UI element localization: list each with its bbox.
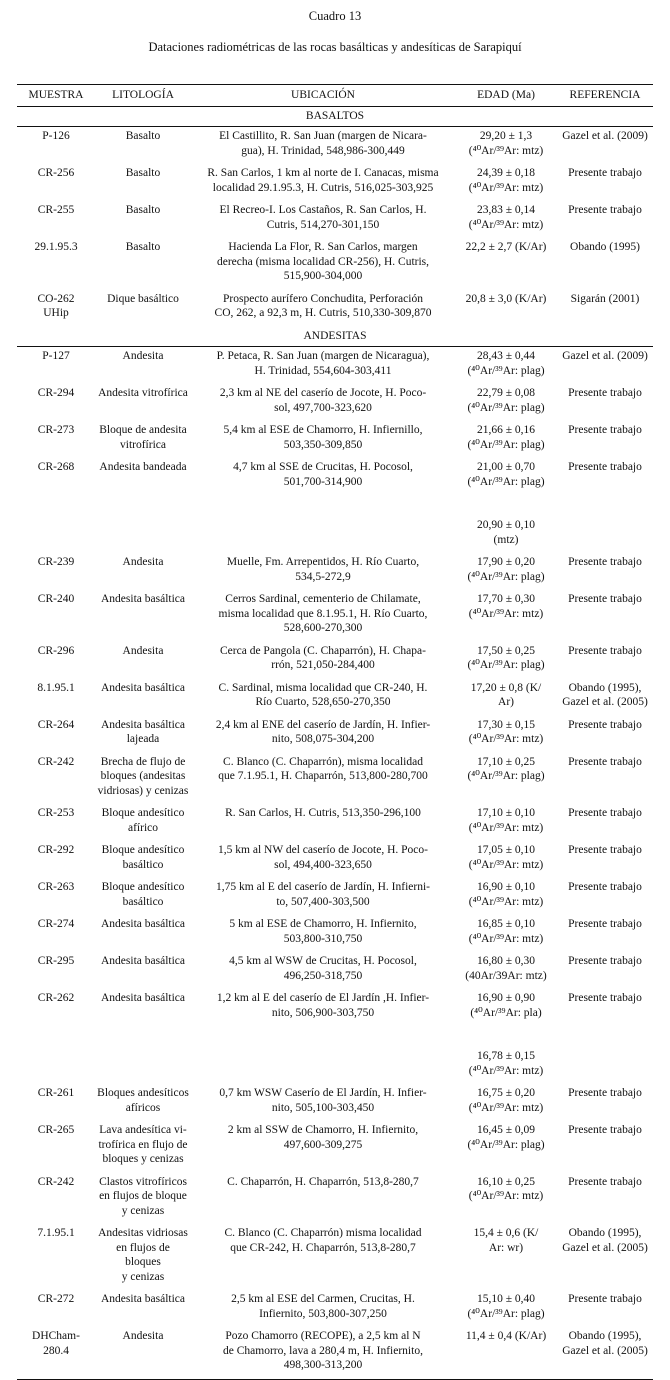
cell-muestra: 7.1.95.1 — [37, 1227, 75, 1239]
cell-edad: 17,10 ± 0,10 (⁴⁰Ar/³⁹Ar: mtz) — [468, 807, 544, 834]
cell-referencia: Presente trabajo — [568, 461, 642, 473]
cell-referencia: Obando (1995), Gazel et al. (2005) — [557, 1327, 653, 1379]
cell-referencia: Presente trabajo — [568, 424, 642, 436]
cell-referencia: Presente trabajo — [568, 593, 642, 605]
cell-ubicacion: 5 km al ESE de Chamorro, H. Infiernito, 503,800-310,750 — [229, 918, 417, 945]
cell-referencia: Presente trabajo — [568, 556, 642, 568]
cell-muestra: CR-256 — [37, 167, 75, 179]
cell-referencia: Presente trabajo — [568, 387, 642, 399]
cell-litologia: Bloques andesíticos afíricos — [97, 1087, 189, 1114]
cell-muestra: DHCham- 280.4 — [17, 1327, 95, 1379]
cell-litologia: Andesita — [122, 350, 164, 362]
cell-ubicacion: 2,5 km al ESE del Carmen, Crucitas, H. Infiernito, 503,800-307,250 — [231, 1293, 415, 1320]
cell-edad: 21,00 ± 0,70 (⁴⁰Ar/³⁹Ar: plag) 20,90 ± 0,10 (mtz) — [467, 461, 545, 546]
cell-ubicacion: 2,4 km al ENE del caserío de Jardín, H. Infier- nito, 508,075-304,200 — [215, 718, 431, 745]
cell-referencia: Presente trabajo — [568, 955, 642, 967]
cell-edad: 22,79 ± 0,08 (⁴⁰Ar/³⁹Ar: plag) — [467, 387, 545, 414]
dating-table — [17, 84, 653, 1380]
table-row — [17, 1084, 653, 1121]
cell-ubicacion: 4,5 km al WSW de Crucitas, H. Pocosol, 496,250-318,750 — [229, 955, 417, 982]
cell-litologia: Andesita basáltica — [101, 593, 185, 605]
cell-litologia: Basalto — [125, 241, 161, 253]
table-body — [17, 106, 653, 1379]
cell-ubicacion: El Recreo-I. Los Castaños, R. San Carlos, H. Cutris, 514,270-301,150 — [219, 204, 427, 231]
table-row — [17, 1121, 653, 1173]
cell-litologia: Andesitas vidriosas en flujos de bloques y cenizas — [98, 1227, 188, 1283]
cell-ubicacion: 0,7 km WSW Caserío de El Jardín, H. Infier- nito, 505,100-303,450 — [219, 1087, 427, 1114]
cell-edad: 20,8 ± 3,0 (K/Ar) — [465, 292, 547, 305]
cell-muestra: 8.1.95.1 — [37, 681, 75, 694]
cell-ubicacion: 1,75 km al E del caserío de Jardín, H. Infierni- to, 507,400-303,500 — [216, 881, 430, 908]
cell-litologia: Andesita basáltica — [101, 918, 185, 930]
cell-edad: 17,05 ± 0,10 (⁴⁰Ar/³⁹Ar: mtz) — [468, 844, 544, 871]
cell-edad: 16,90 ± 0,90 (⁴⁰Ar/³⁹Ar: pla) 16,78 ± 0,15 (⁴⁰Ar/³⁹Ar: mtz) — [468, 992, 544, 1077]
cell-muestra: CR-273 — [37, 424, 75, 436]
cell-referencia: Obando (1995) — [570, 241, 640, 253]
cell-litologia: Bloque andesítico afírico — [101, 807, 185, 834]
table-row — [17, 679, 653, 716]
cell-referencia: Presente trabajo — [568, 755, 642, 768]
table-row — [17, 841, 653, 878]
cell-referencia: Presente trabajo — [568, 1124, 642, 1136]
cell-muestra: CR-294 — [37, 387, 75, 399]
table-subtitle: Dataciones radiométricas de las rocas basálticas y andesíticas de Sarapiquí — [148, 40, 522, 54]
cell-edad: 17,70 ± 0,30 (⁴⁰Ar/³⁹Ar: mtz) — [468, 593, 544, 620]
cell-litologia: Clastos vitrofíricos en flujos de bloque y cenizas — [99, 1175, 187, 1217]
cell-referencia: Presente trabajo — [568, 918, 642, 930]
cell-edad: 16,80 ± 0,30 (40Ar/39Ar: mtz) — [465, 955, 547, 982]
table-row — [17, 716, 653, 753]
cell-litologia: Andesita — [122, 644, 164, 657]
table-row — [17, 290, 653, 327]
table-row — [17, 553, 653, 590]
cell-edad: 16,10 ± 0,25 (⁴⁰Ar/³⁹Ar: mtz) — [468, 1175, 544, 1202]
cell-referencia: Presente trabajo — [568, 1175, 642, 1188]
cell-muestra: CR-272 — [37, 1293, 75, 1305]
cell-edad: 28,43 ± 0,44 (⁴⁰Ar/³⁹Ar: plag) — [467, 350, 545, 377]
cell-muestra: CR-253 — [37, 807, 75, 819]
table-row — [17, 878, 653, 915]
header-row — [17, 85, 653, 107]
table-row — [17, 384, 653, 421]
cell-muestra: CR-261 — [37, 1087, 75, 1099]
table-caption: Cuadro 13 — [308, 9, 362, 23]
cell-litologia: Basalto — [125, 130, 161, 142]
cell-muestra: P-126 — [42, 130, 70, 142]
cell-referencia: Obando (1995), Gazel et al. (2005) — [562, 1227, 648, 1254]
cell-muestra: CR-239 — [37, 556, 75, 568]
cell-edad: 16,85 ± 0,10 (⁴⁰Ar/³⁹Ar: mtz) — [468, 918, 544, 945]
cell-referencia: Presente trabajo — [568, 1293, 642, 1305]
cell-referencia: Presente trabajo — [568, 718, 642, 731]
cell-edad: 17,20 ± 0,8 (K/ Ar) — [470, 681, 542, 708]
table-row — [17, 201, 653, 238]
cell-litologia: Andesita basáltica lajeada — [101, 718, 185, 745]
cell-muestra: CR-296 — [37, 644, 75, 657]
cell-ubicacion: Prospecto aurífero Conchudita, Perforación CO, 262, a 92,3 m, H. Cutris, 510,330-309,870 — [214, 292, 432, 319]
table-row — [17, 1224, 653, 1290]
cell-litologia: Andesita basáltica — [101, 992, 185, 1004]
cell-litologia: Brecha de flujo de bloques (andesitas vidriosas) y cenizas — [97, 755, 189, 797]
cell-litologia: Basalto — [125, 204, 161, 216]
cell-muestra: CR-264 — [37, 718, 75, 731]
col-header-ubicacion: UBICACIÓN — [191, 85, 455, 107]
cell-litologia: Andesita basáltica — [101, 955, 185, 967]
cell-referencia: Presente trabajo — [568, 844, 642, 856]
cell-muestra: P-127 — [42, 350, 70, 362]
cell-referencia: Presente trabajo — [568, 1087, 642, 1099]
cell-ubicacion: 4,7 km al SSE de Crucitas, H. Pocosol, 501,700-314,900 — [233, 461, 413, 488]
cell-muestra: CR-265 — [37, 1124, 75, 1136]
cell-litologia: Andesita basáltica — [101, 1293, 185, 1305]
table-row — [17, 1327, 653, 1379]
cell-edad: 16,45 ± 0,09 (⁴⁰Ar/³⁹Ar: plag) — [467, 1124, 545, 1151]
cell-edad: 24,39 ± 0,18 (⁴⁰Ar/³⁹Ar: mtz) — [468, 167, 544, 194]
cell-edad: 16,90 ± 0,10 (⁴⁰Ar/³⁹Ar: mtz) — [468, 881, 544, 908]
cell-ubicacion: R. San Carlos, H. Cutris, 513,350-296,100 — [225, 807, 421, 819]
cell-ubicacion: C. Blanco (C. Chaparrón) misma localidad que CR-242, H. Chaparrón, 513,8-280,7 — [224, 1227, 422, 1254]
cell-litologia: Basalto — [125, 167, 161, 179]
cell-referencia: Presente trabajo — [568, 167, 642, 179]
col-header-edad: EDAD (Ma) — [455, 85, 557, 107]
cell-muestra: CR-274 — [37, 918, 75, 930]
table-row — [17, 753, 653, 805]
cell-referencia: Presente trabajo — [568, 807, 642, 819]
cell-referencia: Presente trabajo — [568, 204, 642, 216]
cell-edad: 15,10 ± 0,40 (⁴⁰Ar/³⁹Ar: plag) — [467, 1293, 545, 1320]
cell-litologia: Lava andesítica vi- trofírica en flujo de bloques y cenizas — [98, 1124, 188, 1165]
cell-muestra: CO-262 UHip — [37, 292, 75, 319]
cell-muestra: CR-242 — [37, 1175, 75, 1188]
cell-litologia: Andesita — [122, 556, 164, 568]
cell-referencia: Sigarán (2001) — [570, 292, 640, 305]
table-row — [17, 989, 653, 1084]
section-row — [17, 106, 653, 127]
cell-litologia: Dique basáltico — [107, 292, 179, 305]
cell-ubicacion: El Castillito, R. San Juan (margen de Nicara- gua), H. Trinidad, 548,986-300,449 — [219, 130, 427, 157]
section-title: ANDESITAS — [17, 327, 653, 347]
cell-edad: 11,4 ± 0,4 (K/Ar) — [455, 1327, 557, 1379]
section-row — [17, 327, 653, 347]
cell-litologia: Bloque de andesita vitrofírica — [99, 424, 187, 451]
cell-litologia: Andesita — [95, 1327, 191, 1379]
cell-muestra: 29.1.95.3 — [34, 241, 78, 253]
cell-referencia: Gazel et al. (2009) — [562, 130, 648, 142]
cell-muestra: CR-295 — [37, 955, 75, 967]
cell-muestra: CR-262 — [37, 992, 75, 1004]
table-row — [17, 642, 653, 679]
cell-ubicacion: 1,2 km al E del caserío de El Jardín ,H. Infier- nito, 506,900-303,750 — [216, 992, 430, 1019]
cell-ubicacion: C. Sardinal, misma localidad que CR-240, H. Río Cuarto, 528,650-270,350 — [218, 681, 428, 708]
cell-muestra: CR-268 — [37, 461, 75, 473]
cell-edad: 29,20 ± 1,3 (⁴⁰Ar/³⁹Ar: mtz) — [468, 130, 544, 157]
cell-litologia: Andesita bandeada — [99, 461, 187, 473]
cell-ubicacion: R. San Carlos, 1 km al norte de I. Canacas, misma localidad 29.1.95.3, H. Cutris, 516,025-303,925 — [207, 167, 439, 194]
col-header-litologia: LITOLOGÍA — [95, 85, 191, 107]
cell-ubicacion: 2,3 km al NE del caserío de Jocote, H. Poco- sol, 497,700-323,620 — [219, 387, 427, 414]
cell-referencia: Presente trabajo — [568, 644, 642, 657]
col-header-muestra: MUESTRA — [17, 85, 95, 107]
cell-ubicacion: Pozo Chamorro (RECOPE), a 2,5 km al N de Chamorro, lava a 280,4 m, H. Infiernito, 498,300-313,200 — [191, 1327, 455, 1379]
cell-ubicacion: 2 km al SSW de Chamorro, H. Infiernito, 497,600-309,275 — [227, 1124, 419, 1151]
cell-referencia: Gazel et al. (2009) — [562, 350, 648, 362]
cell-ubicacion: 1,5 km al NW del caserío de Jocote, H. Poco- sol, 494,400-323,650 — [218, 844, 428, 871]
table-row — [17, 458, 653, 553]
table-row — [17, 238, 653, 290]
cell-muestra: CR-240 — [37, 593, 75, 605]
cell-ubicacion: Hacienda La Flor, R. San Carlos, margen derecha (misma localidad CR-256), H. Cutris, 515,900-304,000 — [216, 241, 430, 282]
cell-edad: 17,90 ± 0,20 (⁴⁰Ar/³⁹Ar: plag) — [467, 556, 545, 583]
col-header-referencia: REFERENCIA — [557, 85, 653, 107]
table-row — [17, 1173, 653, 1225]
cell-edad: 16,75 ± 0,20 (⁴⁰Ar/³⁹Ar: mtz) — [468, 1087, 544, 1114]
section-title: BASALTOS — [17, 106, 653, 127]
cell-edad: 17,10 ± 0,25 (⁴⁰Ar/³⁹Ar: plag) — [467, 755, 545, 782]
cell-edad: 15,4 ± 0,6 (K/ Ar: wr) — [473, 1227, 539, 1254]
cell-referencia: Obando (1995), Gazel et al. (2005) — [562, 681, 648, 708]
table-row — [17, 421, 653, 458]
table-row — [17, 915, 653, 952]
table-row — [17, 952, 653, 989]
cell-ubicacion: Muelle, Fm. Arrepentidos, H. Río Cuarto, 534,5-272,9 — [226, 556, 420, 583]
cell-edad: 17,30 ± 0,15 (⁴⁰Ar/³⁹Ar: mtz) — [468, 718, 544, 745]
cell-litologia: Bloque andesítico basáltico — [101, 844, 185, 871]
cell-ubicacion: C. Blanco (C. Chaparrón), misma localidad que 7.1.95.1, H. Chaparrón, 513,800-280,700 — [218, 755, 428, 782]
table-row — [17, 164, 653, 201]
cell-edad: 22,2 ± 2,7 (K/Ar) — [465, 241, 547, 253]
cell-referencia: Presente trabajo — [568, 881, 642, 893]
cell-muestra: CR-242 — [37, 755, 75, 768]
table-row — [17, 804, 653, 841]
cell-muestra: CR-263 — [37, 881, 75, 893]
cell-edad: 17,50 ± 0,25 (⁴⁰Ar/³⁹Ar: plag) — [467, 644, 545, 671]
table-row — [17, 590, 653, 642]
cell-muestra: CR-255 — [37, 204, 75, 216]
cell-ubicacion: Cerca de Pangola (C. Chaparrón), H. Chapa- rrón, 521,050-284,400 — [220, 644, 426, 671]
cell-edad: 21,66 ± 0,16 (⁴⁰Ar/³⁹Ar: plag) — [467, 424, 545, 451]
cell-ubicacion: P. Petaca, R. San Juan (margen de Nicaragua), H. Trinidad, 554,604-303,411 — [216, 350, 430, 377]
cell-litologia: Andesita basáltica — [101, 681, 185, 694]
table-row — [17, 347, 653, 385]
table-row — [17, 1290, 653, 1327]
cell-ubicacion: 5,4 km al ESE de Chamorro, H. Infiernillo, 503,350-309,850 — [223, 424, 423, 451]
cell-ubicacion: C. Chaparrón, H. Chaparrón, 513,8-280,7 — [227, 1175, 419, 1188]
cell-litologia: Bloque andesítico basáltico — [101, 881, 185, 908]
cell-litologia: Andesita vitrofírica — [98, 387, 188, 399]
table-row — [17, 127, 653, 165]
cell-referencia: Presente trabajo — [568, 992, 642, 1004]
cell-ubicacion: Cerros Sardinal, cementerio de Chilamate, misma localidad que 8.1.95.1, H. Río Cuarto, 528,600-270,300 — [218, 593, 428, 634]
cell-muestra: CR-292 — [37, 844, 75, 856]
cell-edad: 23,83 ± 0,14 (⁴⁰Ar/³⁹Ar: mtz) — [468, 204, 544, 231]
